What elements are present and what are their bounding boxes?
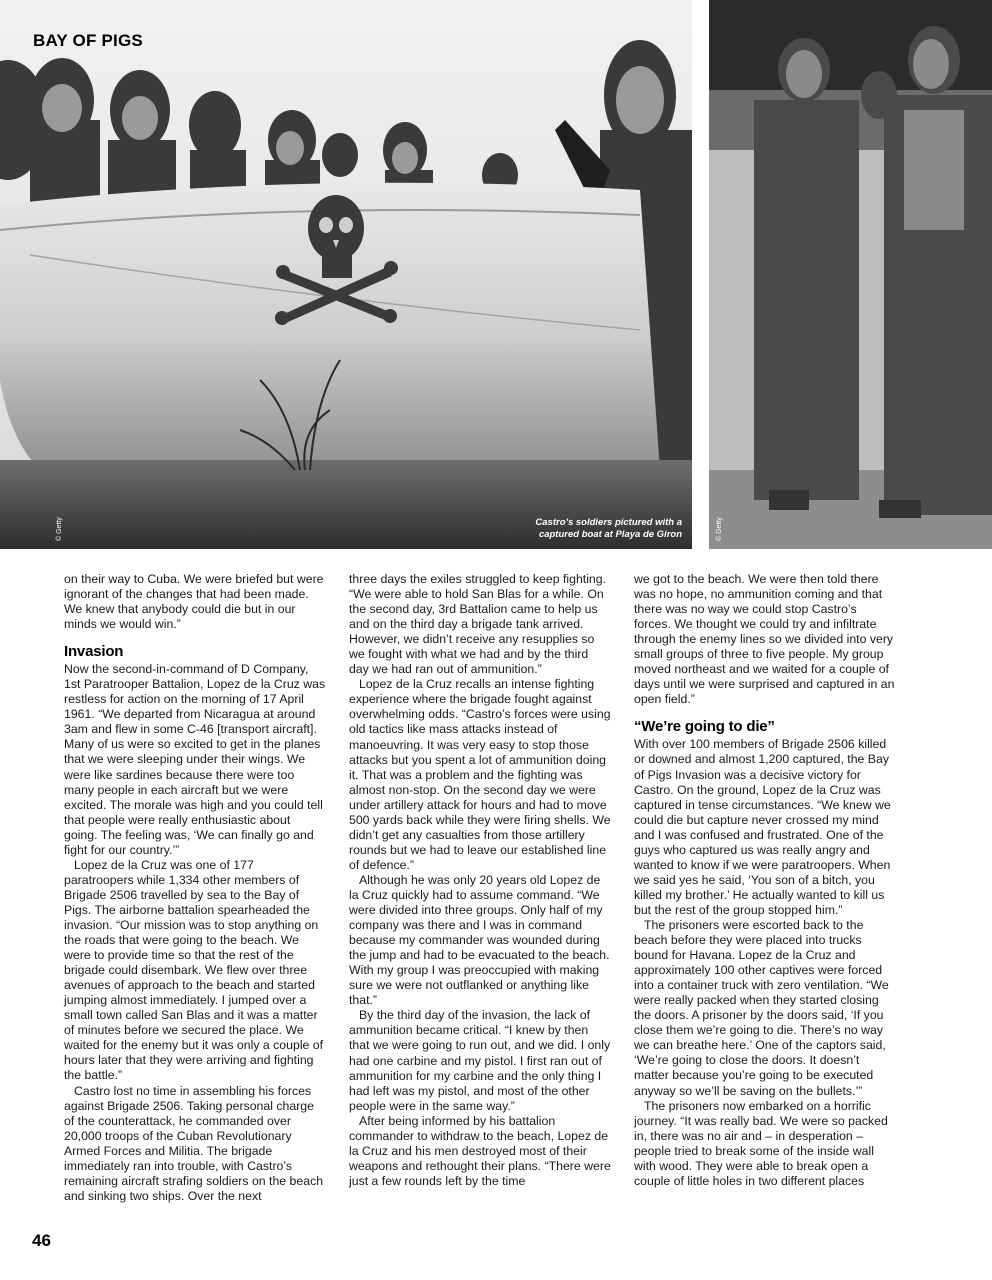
photo-soldiers-with-boat bbox=[0, 0, 692, 549]
text-column-2 bbox=[349, 572, 611, 1189]
paragraph: three days the exiles struggled to keep fighting. “We were able to hold San Blas for a while. On the second day, 3rd Battalion came to help us and on the third day a brigade tank arrived. However, we didn’t receive any resupplies so we fought with what we had and by the third day we had ran out of ammunition.” bbox=[349, 572, 607, 677]
paragraph: Lopez de la Cruz recalls an intense fighting experience where the brigade fought against overwhelming odds. “Castro’s forces were using old tactics like mass attacks instead of manoeuvring. It was very easy to stop those attacks but you spent a lot of ammunition doing it. That was a problem and the fighting was almost non-stop. On the second day we were under artillery attack for hours and had to move 500 yards back while they were firing shells. We didn’t get any casualties from those artillery rounds but we had to leave our established line of defence.” bbox=[349, 677, 611, 872]
paragraph: After being informed by his battalion commander to withdraw to the beach, Lopez de la Cruz and his men destroyed most of their weapons and rethought their plans. “There were just a few rounds left by the time bbox=[349, 1113, 611, 1188]
section-label: BAY OF PIGS bbox=[33, 31, 143, 50]
paragraph: Now the second-in-command of D Company, 1st Paratrooper Battalion, Lopez de la Cruz was restless for action on the morning of 17 April 1961. “We departed from Nicaragua at around 3am and flew in some C-46 [transport aircraft]. Many of us were so excited to get in the planes that we were sleeping under their wings. We were like sardines because there were too many people in each aircraft but we were excited. The morale was high and you could tell that people were really enthusiastic about going. The feeling was, ‘We can finally go and fight for our country.’” bbox=[64, 662, 326, 857]
photo-caption: Castro’s soldiers pictured with a captured boat at Playa de Giron bbox=[535, 517, 682, 540]
text-column-3 bbox=[634, 572, 896, 1189]
paragraph: By the third day of the invasion, the lack of ammunition became critical. “I knew by then that we were going to run out, and we did. I only had one carbine and my pistol. I first ran out of ammunition for my carbine and the only thing I had left was my pistol, and most of the other people were in the same way.” bbox=[349, 1008, 611, 1113]
paragraph: on their way to Cuba. We were briefed but were ignorant of the changes that had been made. We knew that anybody could die but in our minds we would win.” bbox=[64, 572, 324, 632]
photo-captured-prisoners bbox=[709, 0, 992, 549]
paragraph: Castro lost no time in assembling his forces against Brigade 2506. Taking personal charge of the counterattack, he commanded over 20,000 troops of the Cuban Revolutionary Armed Forces and Militia. The brigade immediately ran into trouble, with Castro’s remaining aircraft strafing soldiers on the beach and sinking two ships. Over the next bbox=[64, 1083, 324, 1203]
paragraph: The prisoners were escorted back to the beach before they were placed into trucks bound for Havana. Lopez de la Cruz and approximately 100 other captives were forced into a container truck with zero ventilation. “We were really packed when they started closing the doors. A prisoner by the doors said, ‘If you close them we’re going to die. There’s no way we can breathe here.’ One of the captors said, ‘We’re going to close the doors. It doesn’t matter because you’re going to be executed anyway so we’ll be saving on the bullets.’” bbox=[634, 917, 889, 1098]
photo-credit-left: © Getty bbox=[56, 517, 63, 541]
paragraph: The prisoners now embarked on a horrific journey. “It was really bad. We were so packed in, there was no air and – in desperation – people tried to break some of the inside wall with wood. They were able to break open a couple of little holes in two different places bbox=[634, 1098, 888, 1188]
text-column-1 bbox=[64, 572, 326, 1204]
paragraph: we got to the beach. We were then told there was no hope, no ammunition coming and that there was no way we could stop Castro’s forces. We thought we could try and infiltrate through the enemy lines so we divided into very small groups of three to five people. My group moved northeast and we waited for a couple of days until we were surprised and captured in an open field.” bbox=[634, 572, 895, 707]
paragraph: With over 100 members of Brigade 2506 killed or downed and almost 1,200 captured, the Bay of Pigs Invasion was a decisive victory for Castro. On the ground, Lopez de la Cruz was captured in tense circumstances. “We knew we could die but capture never crossed my mind and I was confused and frustrated. One of the guys who captured us was really angry and wanted to know if we were paratroopers. When we said yes he said, ‘You son of a bitch, you killed my brother.’ He actually wanted to kill us but the rest of the group stopped him.” bbox=[634, 737, 891, 917]
page-number: 46 bbox=[32, 1231, 51, 1250]
paragraph: Although he was only 20 years old Lopez de la Cruz quickly had to assume command. “We were divided into three groups. Only half of my company was there and I was in command because my commander was wounded during the jump and had to be evacuated to the beach. With my group I was preoccupied with making sure we were not outflanked or anything like that.” bbox=[349, 872, 610, 1008]
photo-soldiers-with-boat-image bbox=[0, 0, 692, 549]
paragraph: Lopez de la Cruz was one of 177 paratroopers while 1,334 other members of Brigade 2506 travelled by sea to the Bay of Pigs. The airborne battalion spearheaded the invasion. “Our mission was to stop anything on the roads that were going to the beach. We were to provide time so that the rest of the brigade could disembark. We flew over three avenues of approach to the beach and started jumping almost immediately. I jumped over a small town called San Blas and it was a matter of minutes before we secured the place. We waited for the enemy but it was only a couple of hours later that they were arriving and fighting the battle.” bbox=[64, 857, 324, 1083]
photo-captured-prisoners-image bbox=[709, 0, 992, 549]
photo-credit-right: © Getty bbox=[716, 517, 723, 541]
subheading-invasion: Invasion bbox=[64, 643, 124, 661]
subheading-going-to-die: “We’re going to die” bbox=[634, 718, 775, 736]
